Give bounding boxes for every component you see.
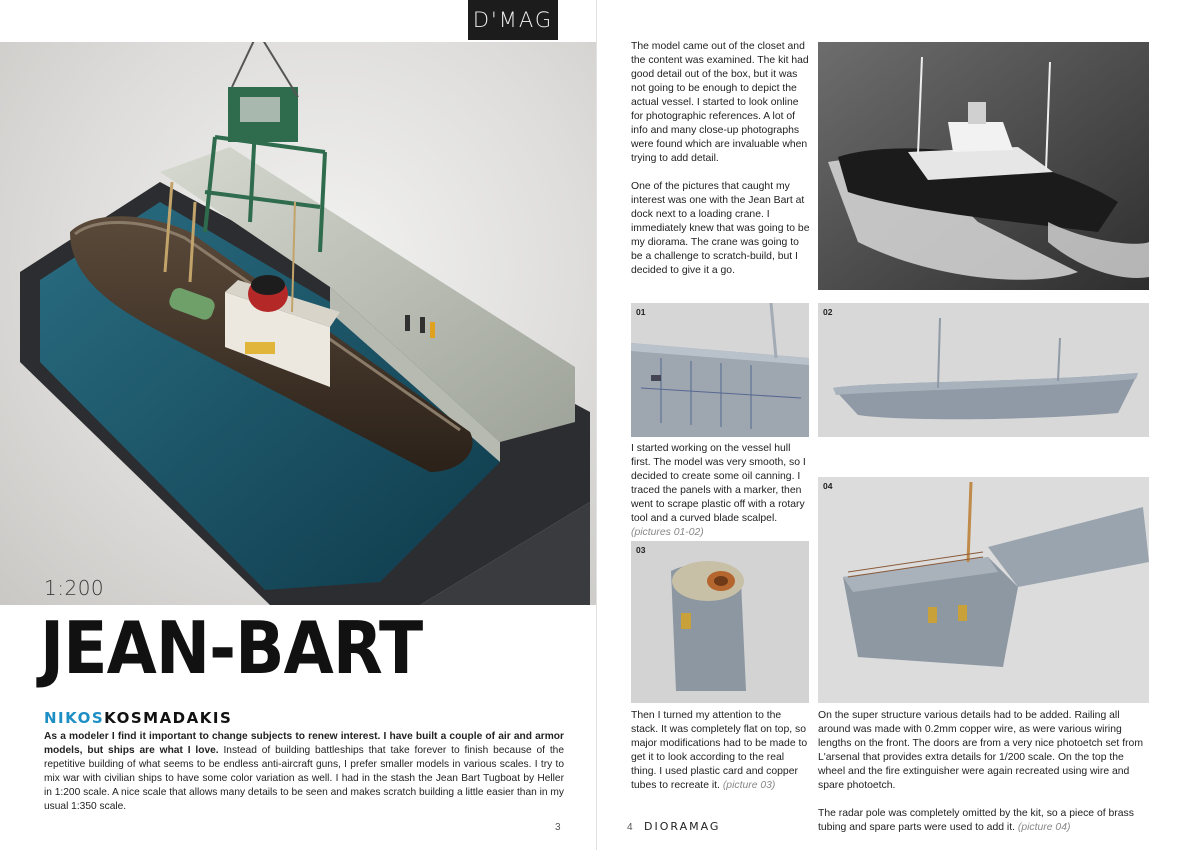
diorama-illustration: [0, 42, 596, 605]
text-stack: [631, 709, 811, 807]
text-hull: [631, 442, 811, 540]
intro-paragraph: [44, 730, 564, 814]
hull-side-illustration: [818, 303, 1149, 437]
radar-picture-ref: (picture 04): [1017, 822, 1071, 833]
paragraph-radar: The radar pole was completely omitted by the kit, so a piece of brass tubing and spare parts were used to add it.: [818, 808, 1134, 833]
photo-03-number: 03: [636, 545, 646, 555]
photo-02-number: 02: [823, 307, 833, 317]
paragraph-stack: Then I turned my attention to the stack. It was completely flat on top, so major modifications had to be made to get it to look according to the real thing. I used plastic card and copper tubes to recreate it.: [631, 710, 808, 791]
superstructure-illustration: [818, 477, 1149, 703]
magazine-brand-tab: D'MAG: [468, 0, 558, 40]
reference-photo-tugboat: [818, 42, 1149, 290]
right-page: [596, 0, 1191, 850]
photo-02-hull-side: [818, 303, 1149, 437]
text-column-top: [631, 40, 811, 292]
text-superstructure: [818, 709, 1149, 849]
author-last-name: KOSMADAKIS: [104, 709, 233, 727]
stack-illustration: [631, 541, 809, 703]
author-first-name: NIKOS: [44, 709, 105, 727]
photo-04-superstructure: [818, 477, 1149, 703]
paragraph-superstructure: On the super structure various details had to be added. Railing all around was made with 0.2mm copper wire, as were various wiring lengths on the front. The doors are from a very nice photoetch set from L'arsenal that provides extra details for 1/200 scale. On the top the wheel and the fire extinguisher were again recreated using wire and spare photoetch.: [818, 710, 1143, 791]
stack-picture-ref: (picture 03): [722, 780, 776, 791]
intro-body: Instead of building battleships that take forever to finish because of the repetitive building of what seems to be endless anti-aircraft guns, I prefer smaller models in various scales. I try to mix war with civilian ships to have some color variation as well. I had in the stash the Jean Bart Tugboat by Heller in 1:200 scale. A nice scale that allows many details to be seen and makes scratch building a little easier than in my usual 1:350 scale.: [44, 745, 564, 812]
intro-lead: As a modeler I find it important to change subjects to renew interest. I have built a couple of air and armor models, but ships are what I love.: [44, 731, 564, 756]
model-scale-label: 1:200: [44, 576, 105, 600]
paragraph-closet: The model came out of the closet and the content was examined. The kit had good detail out of the box, but it was not going to be enough to depict the actual vessel. I started to look online for photographic references. A lot of info and many close-up photographs were found which are invaluable when trying to add detail.: [631, 41, 809, 164]
photo-03-stack: [631, 541, 809, 703]
page-number-right: 4: [627, 822, 633, 833]
hull-picture-ref: (pictures 01-02): [631, 527, 704, 538]
photo-01-hull-closeup: [631, 303, 809, 437]
paragraph-hull: I started working on the vessel hull first. The model was very smooth, so I decided to create some oil canning. I traced the panels with a marker, then went to scrape plastic off with a rotary tool and a curved blade scalpel.: [631, 443, 806, 524]
author-byline: [44, 709, 232, 727]
hero-diorama-photo: [0, 42, 596, 605]
page-number-left: 3: [555, 822, 561, 833]
photo-04-number: 04: [823, 481, 833, 491]
magazine-name-footer: DIORAMAG: [644, 820, 721, 833]
tugboat-underway-illustration: [818, 42, 1149, 290]
hull-closeup-illustration: [631, 303, 809, 437]
article-title: JEAN-BART: [40, 606, 423, 690]
photo-01-number: 01: [636, 307, 646, 317]
paragraph-reference-photo: One of the pictures that caught my interest was one with the Jean Bart at dock next to a loading crane. I immediately knew that was going to be my diorama. The crane was going to be a challenge to scratch-build, but I decided to give it a go.: [631, 181, 810, 276]
